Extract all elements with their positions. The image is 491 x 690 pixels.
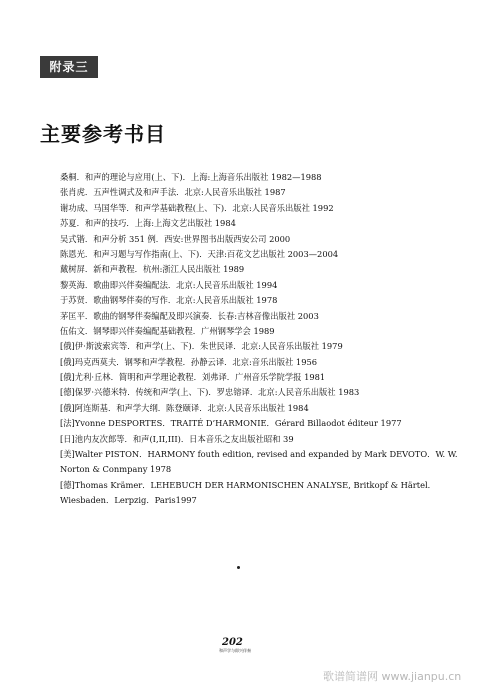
page-number: 202 bbox=[222, 637, 243, 648]
reference-item: 苏夏．和声的技巧．上海:上海文艺出版社 1984 bbox=[60, 218, 236, 229]
reference-item: 桑桐．和声的理论与应用(上、下)．上海:上海音乐出版社 1982—1988 bbox=[60, 172, 322, 182]
reference-item: 戴树屏．新和声教程．杭州:浙江人民出版社 1989 bbox=[60, 264, 245, 275]
reference-item: [日]池内友次郎等．和声(I,II,III)．日本音乐之友出版社昭和 39 bbox=[60, 433, 294, 444]
reference-item: 谢功成、马国华等．和声学基础教程(上、下)．北京:人民音乐出版社 1992 bbox=[60, 202, 334, 213]
reference-item: 于苏贤．歌曲钢琴伴奏的写作．北京:人民音乐出版社 1978 bbox=[60, 295, 278, 306]
reference-list bbox=[60, 170, 465, 509]
page-title: 主要参考书目 bbox=[40, 122, 166, 146]
reference-item: [俄]尤利·丘林．简明和声学理论教程．刘弗译．广州音乐学院学报 1981 bbox=[60, 372, 326, 383]
reference-item: 黎英海．歌曲即兴伴奏编配法．北京:人民音乐出版社 1994 bbox=[60, 279, 278, 290]
appendix-label: 附录三 bbox=[40, 56, 98, 78]
reference-item: 吴式锴．和声分析 351 例．西安:世界图书出版西安公司 2000 bbox=[60, 233, 291, 244]
reference-item: [俄]伊·斯波索宾等．和声学(上、下)．朱世民译．北京:人民音乐出版社 1979 bbox=[60, 341, 343, 352]
reference-item: 张肖虎．五声性调式及和声手法．北京:人民音乐出版社 1987 bbox=[60, 187, 286, 198]
reference-item: [俄]玛克西莫夫．钢琴和声学教程．孙静云译．北京:音乐出版社 1956 bbox=[60, 356, 318, 367]
footer-caption: 和声学与即兴伴奏 bbox=[219, 648, 251, 653]
reference-item: [俄]阿连斯基．和声学大纲．陈登颐译．北京:人民音乐出版社 1984 bbox=[60, 402, 309, 413]
reference-item: 陈恩光．和声习题与写作指南(上、下)．天津:百花文艺出版社 2003—2004 bbox=[60, 248, 339, 259]
reference-item: [法]Yvonne DESPORTES．TRAITÉ D’HARMONIE．Gérard Billaodot éditeur 1977 bbox=[60, 418, 402, 429]
watermark: 歌谱简谱网 www.jianpu.cn bbox=[323, 670, 462, 683]
reference-item: 茅匡平．歌曲的钢琴伴奏编配及即兴演奏．长春:吉林音像出版社 2003 bbox=[60, 310, 319, 321]
reference-item: 伍佑文．钢琴即兴伴奏编配基础教程．广州钢琴学会 1989 bbox=[60, 325, 275, 336]
reference-item: [德]Thomas Krämer．LEHEBUCH DER HARMONISCHEN ANALYSE, Britkopf & Härtel．Wiesbaden．Lerpzig．Paris1997 bbox=[60, 479, 436, 506]
ornament-dot bbox=[237, 566, 240, 569]
reference-item: [美]Walter PISTON．HARMONY fouth edition, revised and expanded by Mark DEVOTO．W. W. Norton & Conmpany 1978 bbox=[60, 449, 458, 475]
reference-item: [德]保罗·兴德米特．传统和声学(上、下)．罗忠镕译．北京:人民音乐出版社 1983 bbox=[60, 387, 360, 398]
